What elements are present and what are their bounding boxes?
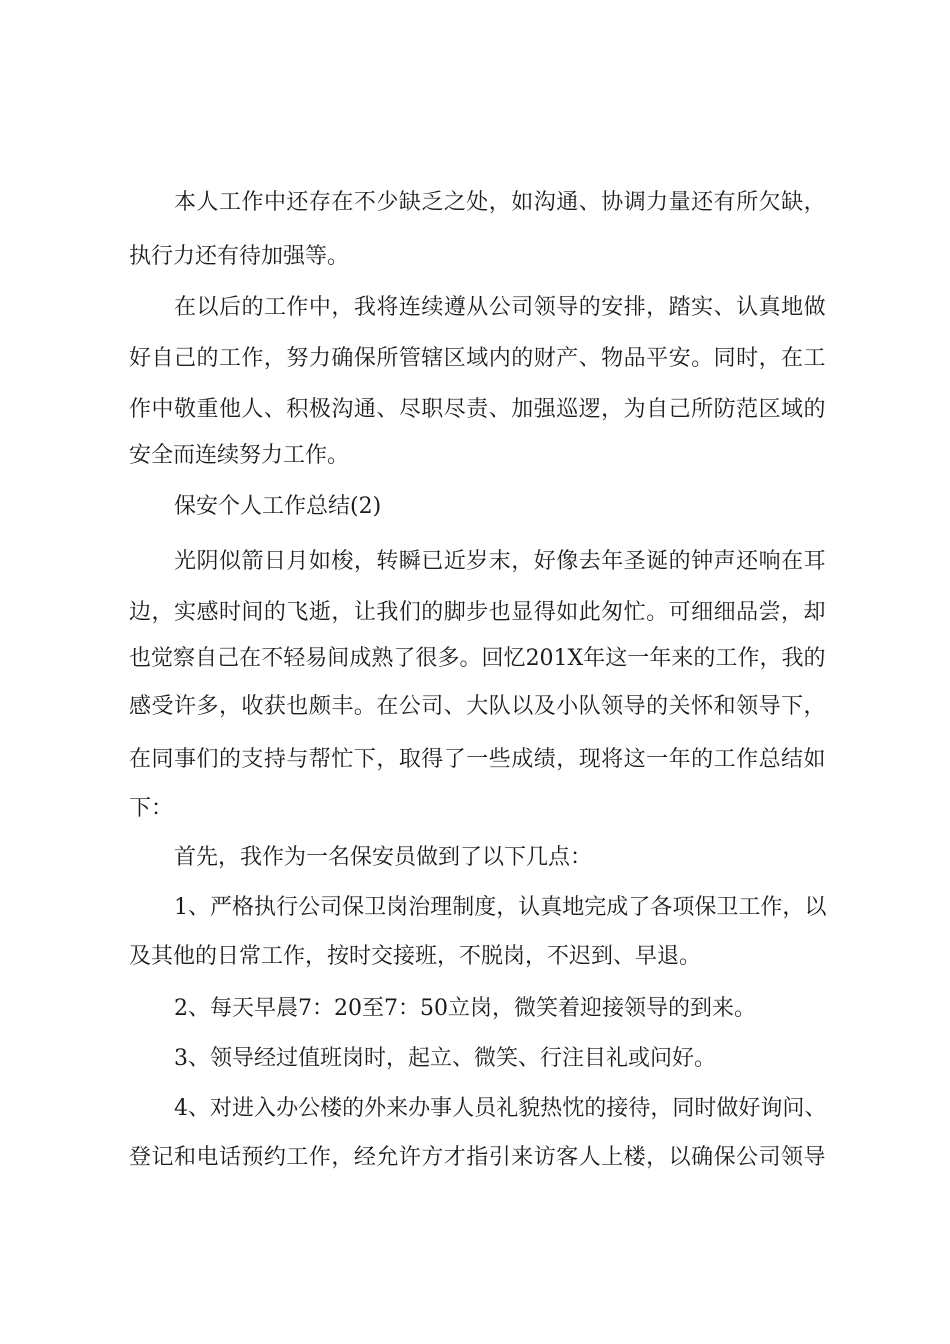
text-line-15: 1 、 严 格 执 行 公 司 保 卫 岗 治 理 制 度 ， 认 真 地 完 成 了 各 项 保 卫 工 作 ， 以 <box>174 895 827 920</box>
text-line-13: 下： <box>129 796 174 821</box>
section-heading: 保安个人工作总结(2) <box>174 494 382 519</box>
text-line-4: 好 自 己 的 工 作 ， 努 力 确 保 所 管 辖 区 域 内 的 财 产 、 物 品 平 安 。 同 时 ， 在 工 <box>129 346 826 371</box>
text-line-3: 在 以 后 的 工 作 中 ， 我 将 连 续 遵 从 公 司 领 导 的 安 排 ， 踏 实 、 认 真 地 做 <box>174 295 826 320</box>
text-line-16: 及其他的日常工作，按时交接班，不脱岗，不迟到、早退。 <box>129 944 702 969</box>
text-line-12: 在 同 事 们 的 支 持 与 帮 忙 下 ， 取 得 了 一 些 成 绩 ， 现 将 这 一 年 的 工 作 总 结 如 <box>129 747 826 772</box>
text-line-5: 作 中 敬 重 他 人 、 积 极 沟 通 、 尽 职 尽 责 、 加 强 巡 逻 ， 为 自 己 所 防 范 区 域 的 <box>129 397 826 422</box>
text-line-18: 3、领导经过值班岗时，起立、微笑、行注目礼或问好。 <box>174 1046 716 1071</box>
text-line-19: 4 、 对 进 入 办 公 楼 的 外 来 办 事 人 员 礼 貌 热 忱 的 接 待 ， 同 时 做 好 询 问 、 <box>174 1096 827 1121</box>
text-line-9: 边 ， 实 感 时 间 的 飞 逝 ， 让 我 们 的 脚 步 也 显 得 如 此 匆 忙 。 可 细 细 品 尝 ， 却 <box>129 600 826 625</box>
text-line-2: 执行力还有待加强等。 <box>129 244 350 269</box>
text-line-17: 2、每天早晨7：20至7：50立岗，微笑着迎接领导的到来。 <box>174 996 756 1021</box>
text-line-8: 光 阴 似 箭 日 月 如 梭 ， 转 瞬 已 近 岁 末 ， 好 像 去 年 圣 诞 的 钟 声 还 响 在 耳 <box>174 549 826 574</box>
text-line-1: 本 人 工 作 中 还 存 在 不 少 缺 乏 之 处 ， 如 沟 通 、 协 调 力 量 还 有 所 欠 缺 ， <box>174 190 826 215</box>
text-line-14: 首先，我作为一名保安员做到了以下几点： <box>174 845 593 870</box>
text-line-20: 登 记 和 电 话 预 约 工 作 ， 经 允 许 方 才 指 引 来 访 客 人 上 楼 ， 以 确 保 公 司 领 导 <box>129 1145 826 1170</box>
text-line-10: 也 觉 察 自 己 在 不 轻 易 间 成 熟 了 很 多 。 回 忆 201X 年 这 一 年 来 的 工 作 ， 我 的 <box>129 646 826 671</box>
text-line-6: 安全而连续努力工作。 <box>129 443 350 468</box>
text-line-11: 感 受 许 多 ， 收 获 也 颇 丰 。 在 公 司 、 大 队 以 及 小 队 领 导 的 关 怀 和 领 导 下 ， <box>129 694 826 719</box>
